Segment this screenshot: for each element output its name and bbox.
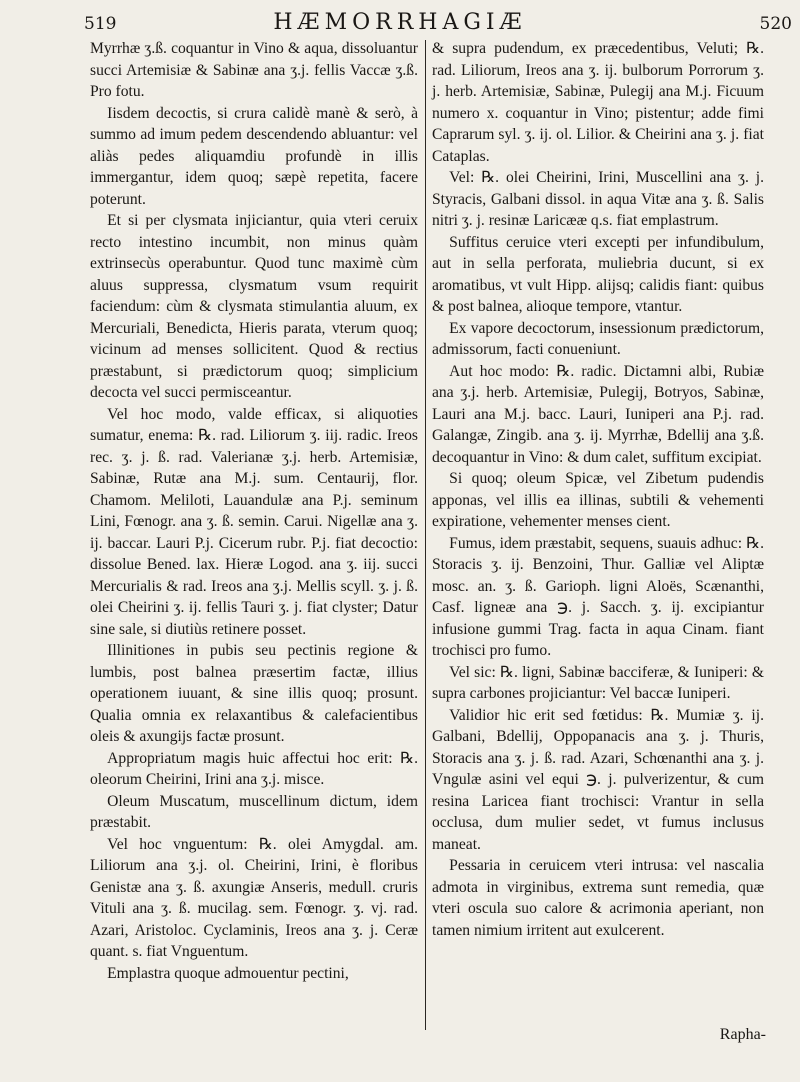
paragraph: Emplastra quoque admouentur pectini, [107,964,349,982]
running-head [0,8,800,38]
paragraph: Vel hoc modo, valde efficax, si aliquoties sumatur, enema: ℞. rad. Liliorum ʒ. iij. radic. Ireos rec. ʒ. j. ß. rad. Valerianæ ʒ.j. herb. Artemisiæ, Sabinæ, Rutæ ana M.j. sum. Centaurij, flor. Chamom. Meliloti, Lauandulæ ana P.j. seminum Lini, Fœnogr. ana ʒ. ß. semin. Carui. Nigellæ ana ʒ. ij. baccar. Lauri P.j. Cicerum rubr. P.j. fiat decoctio: dissolue Bened. lax. Hieræ Logod. ana ʒ. iij. succi Mercurialis & rad. Ireos ana ʒ.j. Mellis scyll. ʒ. j. ß. olei Cheirini ʒ. ij. fellis Tauri ʒ. j. fiat clyster; Datur sine sale, si diutiùs retinere posset. [90,405,418,638]
paragraph: Illinitiones in pubis seu pectinis regione & lumbis, post balnea præsertim factæ, illius operationem iuuant, & sine illis quoq; prosunt. Qualia omnia ex relaxantibus & calefacientibus oleis & axungijs factæ prosunt. [90,642,418,745]
right-column [432,38,764,941]
paragraph: Validior hic erit sed fœtidus: ℞. Mumiæ ʒ. ij. Galbani, Bdellij, Oppopanacis ana ʒ. j. Thuris, Storacis ana ʒ. j. ß. rad. Azari, Schœnanthi ana ʒ. j. Vngulæ asini vel equi ℈. j. pulverizentur, & cum resina Laricea fiant trochisci: Vrantur in sella occlusa, dum mulier sedet, vt fumus inclusus maneat. [432,706,764,853]
running-title: HÆMORRHAGIÆ [273,10,527,35]
column-divider [425,40,426,1030]
page-number-left: 519 [84,14,117,34]
paragraph: Fumus, idem præstabit, sequens, suauis adhuc: ℞. Storacis ʒ. ij. Benzoini, Thur. Galliæ vel Aliptæ mosc. an. ʒ. ß. Garioph. ligni Aloës, Scænanthi, Casf. ligneæ ana ℈. j. Sacch. ʒ. ij. excipiantur infusione gummi Trag. facta in aqua Cinam. fiant trochisci pro fumo. [432,534,764,659]
paragraph: Ex vapore decoctorum, insessionum prædictorum, admissorum, facti conueniunt. [432,319,764,358]
paragraph: Oleum Muscatum, muscellinum dictum, idem præstabit. [90,792,418,831]
paragraph: Appropriatum magis huic affectui hoc erit: ℞. oleorum Cheirini, Irini ana ʒ.j. misce. [90,749,418,788]
paragraph: & supra pudendum, ex præcedentibus, Veluti; ℞. rad. Liliorum, Ireos ana ʒ. ij. bulborum Porrorum ʒ. j. herb. Artemisiæ, Sabinæ, Pulegij ana M.j. Ficuum numero x. coquantur in Vino; pistentur; adde fimi Caprarum syl. ʒ. ij. ol. Lilior. & Cheirini ana ʒ. j. fiat Cataplas. [432,40,764,165]
catchword: Rapha- [719,1026,766,1043]
paragraph: Pessaria in ceruicem vteri intrusa: vel nascalia admota in virginibus, extrema sunt remedia, quæ vteri oscula suo calore & acrimonia aperiant, non tamen nimium irritent aut exulcerent. [432,857,764,939]
left-column [90,38,418,984]
paragraph: Suffitus ceruice vteri excepti per infundibulum, aut in sella perforata, muliebria ducunt, si ex aromatibus, vt vult Hipp. alijsq; calidis fiant: quibus & post balnea, alioque tempore, vtantur. [432,233,764,315]
page-number-right: 520 [759,14,792,34]
paragraph: Vel sic: ℞. ligni, Sabinæ bacciferæ, & Iuniperi: & supra carbones projiciantur: Vel baccæ Iuniperi. [432,663,764,702]
paragraph: Iisdem decoctis, si crura calidè manè & serò, à summo ad imum pedem descendendo abluantur: vel aliàs pedes aliquamdiu profundè in illis immergantur, idem quoq; sæpè repetita, facere poterunt. [90,104,418,208]
paragraph: Vel: ℞. olei Cheirini, Irini, Muscellini ana ʒ. j. Styracis, Galbani dissol. in aqua Vitæ ana ʒ. ß. Salis nitri ʒ. j. resinæ Laricææ q.s. fiat emplastrum. [432,169,764,229]
paragraph: Aut hoc modo: ℞. radic. Dictamni albi, Rubiæ ana ʒ.j. herb. Artemisiæ, Pulegij, Botryos, Sabinæ, Lauri ana M.j. bacc. Lauri, Iuniperi ana P.j. rad. Galangæ, Zingib. ana ʒ. ij. Myrrhæ, Bdellij ana ʒ.ß. decoquantur in Vino: & dum calet, suffitum excipiat. [432,362,764,466]
paragraph: Et si per clysmata injiciantur, quia vteri ceruix recto intestino incumbit, non minus quàm extrinsecùs operabuntur. Quod tunc maximè cùm aluus suppressa, clysmatum vsum requirit faciendum: cùm & clysmata stimulantia aluum, ex Mercuriali, Benedicta, Hieris parata, vterum quoq; vicinum ad menses sollicitent. Quod & rectius præstabunt, si prædictorum quoq; simplicium decocta vel succi permisceantur. [90,212,418,401]
paragraph: Si quoq; oleum Spicæ, vel Zibetum pudendis apponas, vel illis ea illinas, subtili & vehementi expiratione, vehementer menses cient. [432,470,764,530]
paragraph: Vel hoc vnguentum: ℞. olei Amygdal. am. Liliorum ana ʒ.j. ol. Cheirini, Irini, è floribus Genistæ ana ʒ. ß. axungiæ Anseris, medull. cruris Vituli ana ʒ. ß. mucilag. sem. Fœnogr. ʒ. vj. rad. Azari, Aristoloc. Cyclaminis, Ireos ana ʒ. j. Ceræ quant. s. fiat Vnguentum. [90,835,418,960]
paragraph: Myrrhæ ʒ.ß. coquantur in Vino & aqua, dissoluantur succi Artemisiæ & Sabinæ ana ʒ.j. fellis Vaccæ ʒ.ß. Pro fotu. [90,40,418,100]
